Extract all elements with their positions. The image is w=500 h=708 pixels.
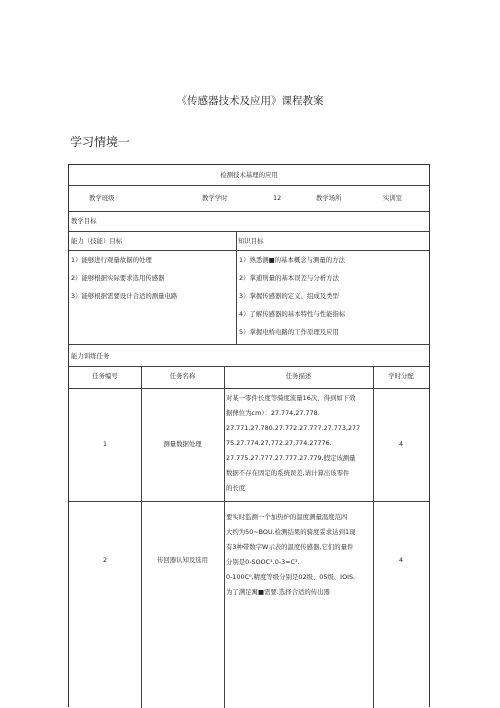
description-line: 据俾位为cm）：27.774,27.778. xyxy=(226,409,320,417)
class-label: 教学班级 xyxy=(89,194,115,202)
description-line: 0-100C⁰,精度等级分别是02级、05级、IOIS. xyxy=(226,573,356,581)
training-tasks-label: 能力训练任务 xyxy=(71,352,110,360)
row-divider xyxy=(69,366,429,367)
knowledge-goal-item: 3）掌握传感器的定义、组成及类型 xyxy=(239,292,339,300)
description-line: 分别是0-SOOC¹.0-3=C³. xyxy=(226,558,300,566)
task-2-hours: 4 xyxy=(398,556,404,564)
header-task-number: 任务编号 xyxy=(92,372,118,380)
description-line: 的长度 xyxy=(226,484,246,492)
description-line: 27.771,27.780.27.772.27.777.27.773,277 xyxy=(226,424,361,432)
header-task-description: 任务描述 xyxy=(285,372,312,380)
place-value: 实训室 xyxy=(383,194,403,202)
header-task-name: 任务名称 xyxy=(169,372,196,380)
header-hours: 学时分配 xyxy=(388,372,414,380)
task-1-description-cell xyxy=(226,389,373,500)
description-line: 为了满足寓■需要.选择合适的传出器 xyxy=(226,588,330,596)
description-line: 数据不存在固定的系统误差,请计算出该零件 xyxy=(226,469,350,477)
description-line: 27.775.27.777.27.777.27.779.假定该测量 xyxy=(226,454,356,462)
knowledge-goal-item: 5）掌握电桥电路的工作原理及应用 xyxy=(239,328,339,336)
column-divider xyxy=(141,366,142,708)
description-line: 要实时监测一个加热炉的温度测量温度范四 xyxy=(226,513,348,521)
document-title: 《传感器技术及应用》课程教案 xyxy=(176,95,324,107)
hours-value: 12 xyxy=(273,194,282,202)
topic-title: 检测技术基理的应用 xyxy=(220,171,278,179)
task-1-number: 1 xyxy=(102,440,108,448)
knowledge-goal-item: 1）熟悉测■的基本概念与测量的方法 xyxy=(239,256,345,264)
task-1-description xyxy=(226,391,360,496)
row-divider xyxy=(69,344,429,345)
hours-label: 教学学时 xyxy=(202,194,228,202)
knowledge-goals-label: 知识目标 xyxy=(238,237,264,245)
row-divider xyxy=(69,211,429,212)
task-1-hours: 4 xyxy=(398,440,404,448)
section-title: 学习情境一 xyxy=(70,135,131,149)
row-divider xyxy=(69,231,429,232)
lesson-plan-table xyxy=(68,164,430,707)
description-line: 对某一零件长度等骑度流量16次，得到如下效 xyxy=(226,394,356,402)
ability-goal-item: 2）能够根据实际要求选用传感器 xyxy=(71,274,165,282)
ability-goals-label: 能力（技能）目标 xyxy=(71,237,123,245)
description-line: 大约为50~BOU.检测结果的骑度妥求达到1现 xyxy=(226,528,356,536)
column-divider xyxy=(373,366,374,708)
row-divider xyxy=(69,250,429,251)
column-divider xyxy=(224,366,225,708)
task-2-number: 2 xyxy=(102,556,108,564)
ability-goal-item: 3）能够根据需要设计合适的测量电路 xyxy=(71,292,178,300)
objectives-label: 教学目标 xyxy=(71,217,97,225)
knowledge-goal-item: 2）掌逋刑量的基本误差与分析方法 xyxy=(239,274,339,282)
description-line: 75.27.774.27,772.27,774.27776. xyxy=(226,439,332,447)
row-divider xyxy=(69,185,429,186)
task-2-description xyxy=(226,510,355,600)
task-1-name: 测量数据处理 xyxy=(163,440,202,448)
task-2-name: 传回器认知及选用 xyxy=(156,556,209,564)
task-2-description-cell xyxy=(226,502,373,622)
ability-goal-item: 1）能够进行观量故据的处理 xyxy=(71,256,152,264)
column-divider xyxy=(236,231,237,344)
description-line: 有3种带数字W示表的温度传感器,它们的量件 xyxy=(226,543,354,551)
knowledge-goal-item: 4）了解传感器的基本特性与性能指标 xyxy=(239,310,346,318)
place-label: 教学场所 xyxy=(316,194,342,202)
